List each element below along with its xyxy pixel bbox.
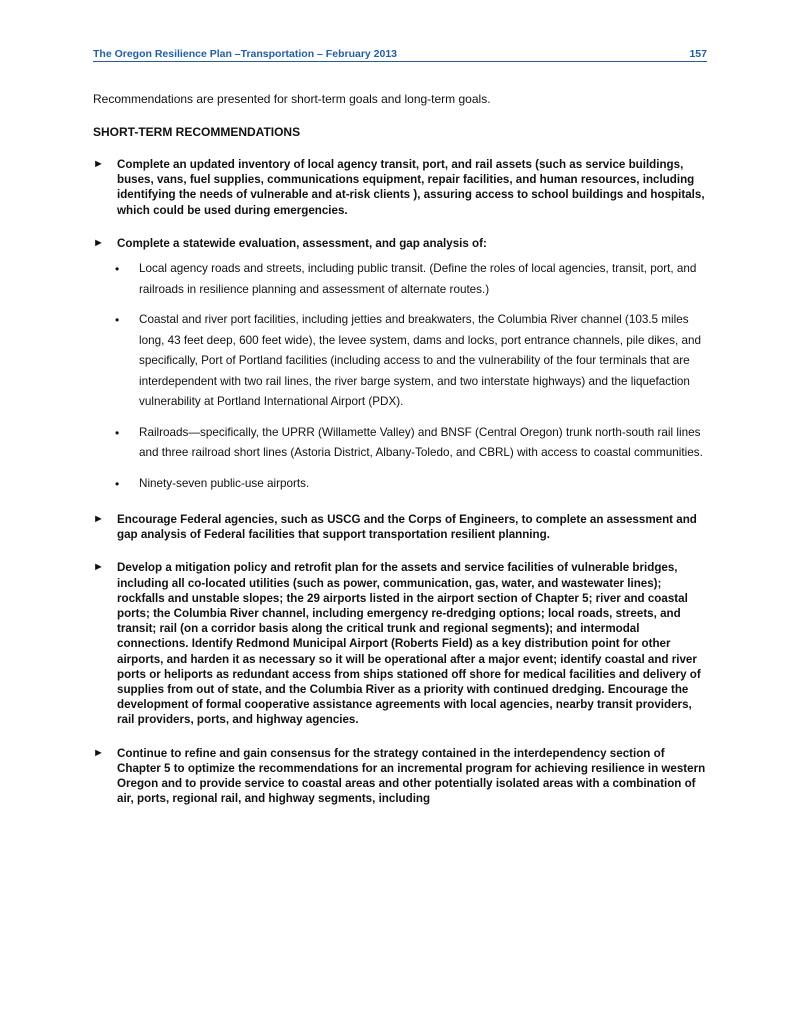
sub-bullet-text: Coastal and river port facilities, including jetties and breakwaters, the Columbia River channel (103.5 miles long, 43 feet deep, 600 feet wide), the levee system, dams and locks, port entrance channels, pile dikes, and specifically, Port of Portland facilities (including access to and the vulnerability of the four terminals that are interdependent with two rail lines, the river barge system, and two interstate highways) and the liquefaction vulnerability at Portland International Airport (PDX). bbox=[139, 313, 701, 409]
recommendation-list bbox=[93, 157, 707, 806]
sub-bullet-item bbox=[115, 423, 707, 464]
page-number: 157 bbox=[689, 48, 707, 60]
recommendation-text: Complete a statewide evaluation, assessment, and gap analysis of: bbox=[117, 236, 487, 250]
bullet-dot-icon: • bbox=[115, 262, 120, 277]
sub-bullet-text: Ninety-seven public-use airports. bbox=[139, 476, 310, 490]
recommendation-text: Develop a mitigation policy and retrofit plan for the assets and service facilities of vulnerable bridges, including all co-located utilities (such as power, communication, gas, water, and wastewater lines); rockfalls and unstable slopes; the 29 airports listed in the airport section of Chapter 5; river and coastal ports; the Columbia River channel, including emergency re-dredging options; local roads, streets, and transit; rail (on a corridor basis along the critical trunk and regional segments); and intermodal connections. Identify Redmond Municipal Airport (Roberts Field) as a key distribution point for other airports, and harden it as necessary so it will be operational after a major event; identify coastal and river ports or heliports as redundant access from ships stationed off shore for medical facilities and delivery of supplies from out of state, and the Columbia River as a priority with continued dredging. Encourage the development of formal cooperative assistance agreements with local agencies, nearby transit providers, rail providers, ports, and highway agencies. bbox=[117, 561, 701, 727]
section-title: SHORT-TERM RECOMMENDATIONS bbox=[93, 125, 301, 139]
arrow-bullet-icon: ► bbox=[93, 746, 104, 759]
recommendation-item bbox=[93, 512, 707, 542]
sub-bullet-item bbox=[115, 310, 707, 413]
sub-bullet-item bbox=[115, 259, 707, 300]
bullet-dot-icon: • bbox=[115, 476, 120, 491]
recommendation-text: Continue to refine and gain consensus for the strategy contained in the interdependency section of Chapter 5 to optimize the recommendations for an incremental program for achieving resilience in western Oregon and to provide service to coastal areas and other potentially isolated areas with a combination of air, ports, regional rail, and highway segments, including bbox=[117, 746, 706, 806]
recommendation-text: Complete an updated inventory of local agency transit, port, and rail assets (such as service buildings, buses, vans, fuel supplies, communications equipment, repair facilities, and human resources, including identifying the needs of vulnerable and at-risk clients ), assuring access to school buildings and hospitals, which could be used during emergencies. bbox=[117, 158, 705, 217]
recommendation-item bbox=[93, 746, 707, 807]
arrow-bullet-icon: ► bbox=[93, 513, 104, 526]
recommendation-item bbox=[93, 560, 707, 727]
arrow-bullet-icon: ► bbox=[93, 158, 104, 170]
recommendation-item bbox=[93, 157, 707, 218]
recommendation-text: Encourage Federal agencies, such as USCG and the Corps of Engineers, to complete an assessment and gap analysis of Federal facilities that support transportation resilient planning. bbox=[117, 513, 697, 542]
sub-bullet-list bbox=[115, 259, 707, 494]
arrow-bullet-icon: ► bbox=[93, 561, 104, 574]
arrow-bullet-icon: ► bbox=[93, 236, 104, 249]
recommendation-item bbox=[93, 236, 707, 494]
intro-paragraph: Recommendations are presented for short-term goals and long-term goals. bbox=[93, 92, 491, 106]
sub-bullet-text: Local agency roads and streets, including public transit. (Define the roles of local agencies, transit, port, and railroads in resilience planning and assessment of alternate routes.) bbox=[139, 262, 697, 296]
bullet-dot-icon: • bbox=[115, 425, 120, 440]
header-title: The Oregon Resilience Plan –Transportation – February 2013 bbox=[93, 48, 398, 60]
document-page bbox=[93, 48, 707, 806]
page-header bbox=[93, 48, 707, 62]
bullet-dot-icon: • bbox=[115, 313, 120, 328]
sub-bullet-item bbox=[115, 474, 707, 495]
sub-bullet-text: Railroads—specifically, the UPRR (Willamette Valley) and BNSF (Central Oregon) trunk north-south rail lines and three railroad short lines (Astoria District, Albany-Toledo, and CBRL) with access to coastal communities. bbox=[139, 425, 703, 460]
